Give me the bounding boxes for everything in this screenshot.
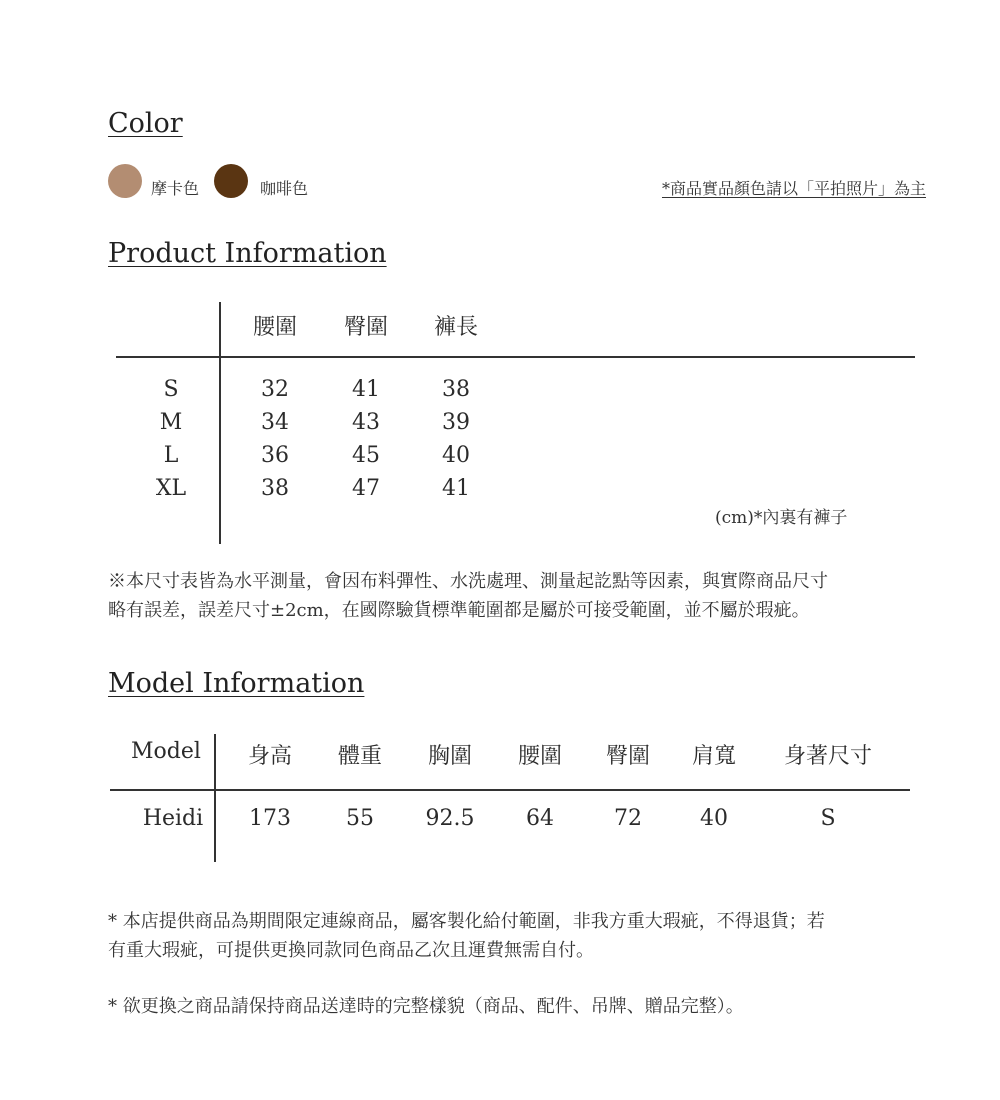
- size-row-label: XL: [155, 476, 187, 501]
- size-col-length: 褲長: [433, 315, 478, 340]
- measure-note-line2: 略有誤差，誤差尺寸±2cm，在國際驗貨標準範圍都是屬於可接受範圍，並不屬於瑕疵。: [108, 600, 810, 621]
- size-row-label: S: [163, 377, 179, 402]
- model-name: Heidi: [142, 806, 204, 831]
- model-value: 40: [700, 806, 728, 831]
- swatch-mocha[interactable]: [108, 164, 142, 198]
- measure-note-line1: ※本尺寸表皆為水平測量，會因布料彈性、水洗處理、測量起訖點等因素，與實際商品尺寸: [108, 571, 828, 592]
- model-heading: Model Information: [108, 668, 365, 699]
- model-value: S: [820, 806, 836, 831]
- color-heading: Color: [108, 108, 183, 139]
- model-value: 92.5: [425, 806, 475, 831]
- swatch-coffee-label: 咖啡色: [260, 179, 309, 198]
- size-table-hdivider: [116, 356, 915, 358]
- size-value: 41: [442, 476, 470, 501]
- model-col-name: Model: [131, 739, 201, 764]
- model-col-bust: 胸圍: [427, 744, 472, 769]
- swatch-coffee[interactable]: [214, 164, 248, 198]
- model-value: 173: [249, 806, 291, 831]
- model-value: 55: [346, 806, 374, 831]
- model-col-shoulder: 肩寬: [691, 744, 736, 769]
- model-col-hip: 臀圍: [605, 744, 650, 769]
- size-row-label: M: [159, 410, 183, 435]
- size-col-hip: 臀圍: [343, 315, 388, 340]
- size-value: 45: [352, 443, 380, 468]
- model-table-hdivider: [110, 789, 910, 791]
- model-col-weight: 體重: [337, 744, 382, 769]
- size-value: 38: [261, 476, 289, 501]
- size-value: 36: [261, 443, 289, 468]
- size-value: 41: [352, 377, 380, 402]
- model-value: 72: [614, 806, 642, 831]
- size-value: 40: [442, 443, 470, 468]
- unit-note: (cm)*內裏有褲子: [715, 508, 848, 528]
- size-value: 47: [352, 476, 380, 501]
- size-value: 32: [261, 377, 289, 402]
- policy-line3: * 欲更換之商品請保持商品送達時的完整樣貌（商品、配件、吊牌、贈品完整）。: [108, 996, 744, 1017]
- model-col-size-worn: 身著尺寸: [783, 744, 872, 769]
- model-value: 64: [526, 806, 554, 831]
- policy-line1: * 本店提供商品為期間限定連線商品，屬客製化給付範圍，非我方重大瑕疵，不得退貨；若: [108, 911, 825, 932]
- swatch-mocha-label: 摩卡色: [151, 179, 200, 198]
- size-value: 34: [261, 410, 289, 435]
- size-table-vdivider: [219, 302, 221, 544]
- size-value: 43: [352, 410, 380, 435]
- size-row-label: L: [163, 443, 179, 468]
- size-col-waist: 腰圍: [252, 315, 297, 340]
- color-swatch-row: [108, 164, 926, 200]
- size-value: 38: [442, 377, 470, 402]
- model-col-waist: 腰圍: [517, 744, 562, 769]
- product-heading: Product Information: [108, 238, 387, 269]
- color-note: *商品實品顏色請以「平拍照片」為主: [661, 179, 926, 198]
- size-value: 39: [442, 410, 470, 435]
- model-col-height: 身高: [247, 744, 292, 769]
- model-table-vdivider: [214, 734, 216, 862]
- policy-line2: 有重大瑕疵，可提供更換同款同色商品乙次且運費無需自付。: [108, 940, 594, 961]
